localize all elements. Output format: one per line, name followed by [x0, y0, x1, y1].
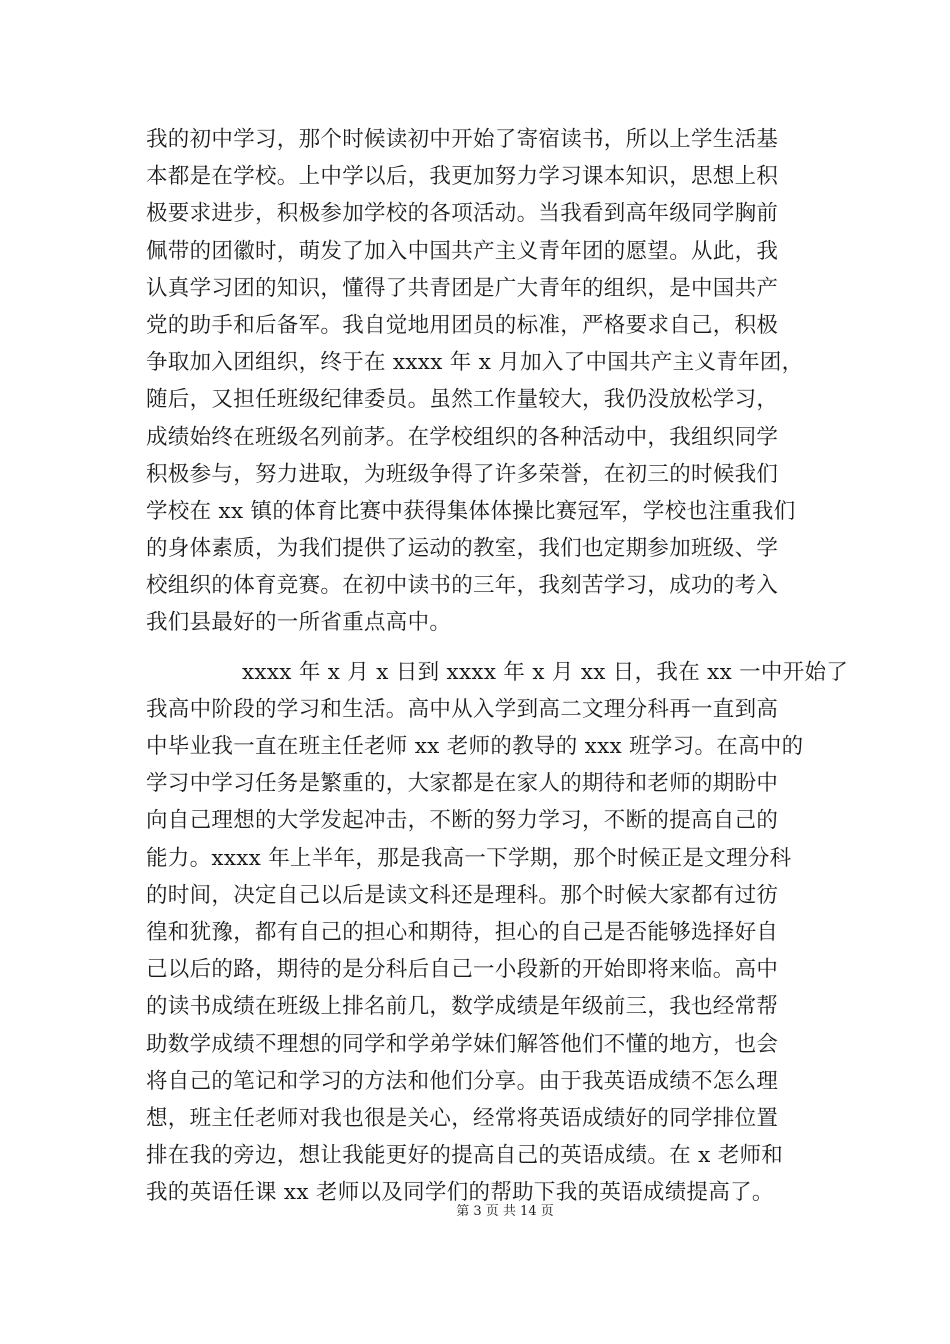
- page-number-footer: 第 3 页 共 14 页: [456, 1204, 554, 1219]
- paragraph-gap: [146, 642, 826, 654]
- text-line: 佩带的团徽时，萌发了加入中国共产主义青年团的愿望。从此，我: [146, 238, 779, 264]
- text-line: 的身体素质，为我们提供了运动的教室，我们也定期参加班级、学: [146, 536, 779, 562]
- text-line: 徨和犹豫，都有自己的担心和期待，担心的自己是否能够选择好自: [146, 919, 779, 945]
- text-line: 积极参与，努力进取，为班级争得了许多荣誉，在初三的时候我们: [146, 461, 779, 487]
- text-line: 的读书成绩在班级上排名前几，数学成绩是年级前三，我也经常帮: [146, 994, 779, 1020]
- text-line: 的时间，决定自己以后是读文科还是理科。那个时候大家都有过彷: [146, 882, 779, 908]
- text-line: 向自己理想的大学发起冲击，不断的努力学习，不断的提高自己的: [146, 808, 779, 834]
- text-line: 学校在 xx 镇的体育比赛中获得集体体操比赛冠军，学校也注重我们: [146, 498, 796, 524]
- text-line: 将自己的笔记和学习的方法和他们分享。由于我英语成绩不怎么理: [146, 1068, 779, 1094]
- text-line: 认真学习团的知识，懂得了共青团是广大青年的组织，是中国共产: [146, 275, 779, 301]
- text-line: 想，班主任老师对我也很是关心，经常将英语成绩好的同学排位置: [146, 1105, 779, 1131]
- text-line: 我的初中学习，那个时候读初中开始了寄宿读书，所以上学生活基: [146, 127, 779, 152]
- text-line: 极要求进步，积极参加学校的各项活动。当我看到高年级同学胸前: [146, 201, 779, 227]
- text-line: 能力。xxxx 年上半年，那是我高一下学期，那个时候正是文理分科: [146, 845, 792, 871]
- text-line: 我高中阶段的学习和生活。高中从入学到高二文理分科再一直到高: [146, 696, 779, 722]
- text-line: 己以后的路，期待的是分科后自己一小段新的开始即将来临。高中: [146, 957, 779, 983]
- text-line: 排在我的旁边，想让我能更好的提高自己的英语成绩。在 x 老师和: [146, 1143, 784, 1169]
- paragraph-2: [146, 654, 849, 1212]
- text-line: 学习中学习任务是繁重的，大家都是在家人的期待和老师的期盼中: [146, 771, 779, 797]
- body-text: [146, 121, 849, 1211]
- text-line: 中毕业我一直在班主任老师 xx 老师的教导的 xxx 班学习。在高中的: [146, 734, 804, 759]
- text-line: 我们县最好的一所省重点高中。: [146, 610, 452, 636]
- text-line: 党的助手和后备军。我自觉地用团员的标准，严格要求自己，积极: [146, 312, 779, 338]
- text-line: 校组织的体育竞赛。在初中读书的三年，我刻苦学习，成功的考入: [146, 573, 779, 599]
- text-line: 助数学成绩不理想的同学和学弟学妹们解答他们不懂的地方，也会: [146, 1031, 779, 1057]
- text-line: 成绩始终在班级名列前茅。在学校组织的各种活动中，我组织同学: [146, 424, 779, 450]
- text-line: xxxx 年 x 月 x 日到 xxxx 年 x 月 xx 日，我在 xx 一中开始了: [242, 659, 849, 685]
- text-line: 随后，又担任班级纪律委员。虽然工作量较大，我仍没放松学习，: [146, 387, 779, 413]
- text-line: 争取加入团组织，终于在 xxxx 年 x 月加入了中国共产主义青年团，: [146, 350, 804, 376]
- text-line: 本都是在学校。上中学以后，我更加努力学习课本知识，思想上积: [146, 164, 779, 190]
- text-line: 我的英语任课 xx 老师以及同学们的帮助下我的英语成绩提高了。: [146, 1180, 774, 1206]
- paragraph-1: [146, 121, 826, 642]
